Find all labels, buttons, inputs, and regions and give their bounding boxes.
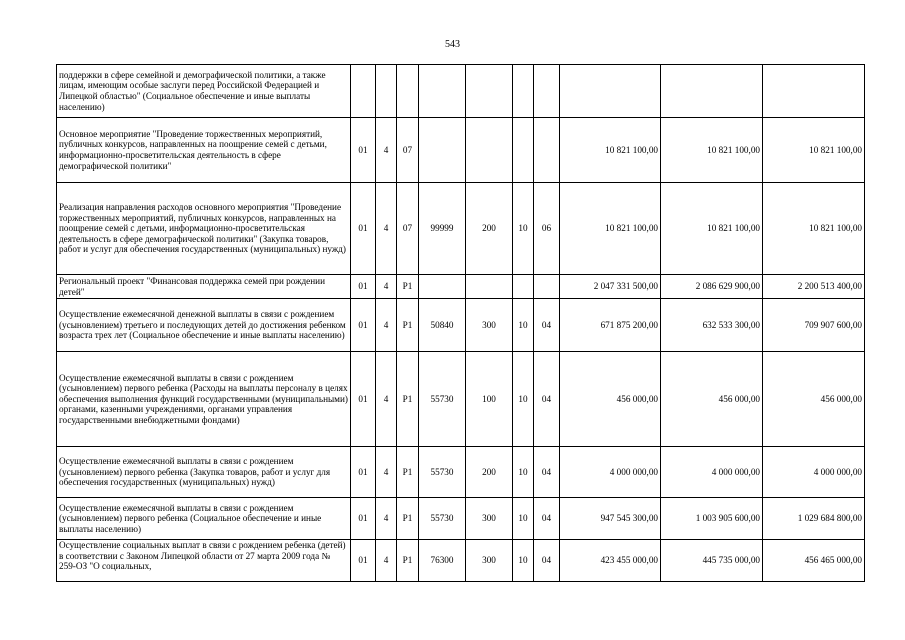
amount-cell: 671 875 200,00 [560,299,661,352]
table-row [57,540,865,582]
row-name: Осуществление ежемесячной выплаты в связи с рождением (усыновлением) первого ребенка (Социальное обеспечение и иные выплаты населению) [57,498,351,540]
code-cell: 55730 [419,498,466,540]
code-cell: 4 [376,275,397,299]
amount-cell: 10 821 100,00 [560,118,661,183]
table-row [57,447,865,498]
code-cell: 10 [513,183,534,275]
amount-cell [661,65,763,118]
amount-cell [763,65,865,118]
code-cell [513,118,534,183]
code-cell: 10 [513,299,534,352]
amount-cell: 10 821 100,00 [763,118,865,183]
code-cell: 200 [466,183,513,275]
amount-cell: 10 821 100,00 [763,183,865,275]
code-cell: 04 [534,352,560,447]
code-cell: 10 [513,498,534,540]
amount-cell: 4 000 000,00 [763,447,865,498]
code-cell: 04 [534,540,560,582]
code-cell: 4 [376,498,397,540]
code-cell [466,118,513,183]
code-cell: 4 [376,183,397,275]
row-name: Региональный проект "Финансовая поддержка семей при рождении детей" [57,275,351,299]
table-row [57,275,865,299]
code-cell: 04 [534,299,560,352]
page-number: 543 [445,39,460,50]
code-cell: 07 [397,183,419,275]
code-cell: 01 [351,299,376,352]
code-cell [419,118,466,183]
code-cell: 01 [351,498,376,540]
code-cell: 01 [351,447,376,498]
code-cell [534,65,560,118]
table-row [57,118,865,183]
code-cell: 10 [513,540,534,582]
code-cell: 04 [534,447,560,498]
code-cell: 300 [466,299,513,352]
amount-cell: 947 545 300,00 [560,498,661,540]
code-cell: 04 [534,498,560,540]
table-row [57,498,865,540]
amount-cell: 456 000,00 [763,352,865,447]
code-cell [351,65,376,118]
code-cell: 07 [397,118,419,183]
code-cell [466,275,513,299]
amount-cell: 10 821 100,00 [560,183,661,275]
amount-cell [560,65,661,118]
code-cell: 55730 [419,352,466,447]
amount-cell: 456 000,00 [560,352,661,447]
code-cell: 4 [376,299,397,352]
code-cell: 01 [351,118,376,183]
code-cell: 4 [376,352,397,447]
code-cell: P1 [397,299,419,352]
amount-cell: 2 086 629 900,00 [661,275,763,299]
budget-table [56,64,865,582]
code-cell: 10 [513,352,534,447]
amount-cell: 423 455 000,00 [560,540,661,582]
amount-cell: 1 003 905 600,00 [661,498,763,540]
code-cell: P1 [397,540,419,582]
row-name: Осуществление социальных выплат в связи с рождением ребенка (детей) в соответствии с Законом Липецкой области от 27 марта 2009 года № 259-ОЗ "О социальных, [57,540,351,582]
code-cell: 300 [466,498,513,540]
code-cell [513,65,534,118]
amount-cell: 4 000 000,00 [661,447,763,498]
code-cell: 4 [376,118,397,183]
row-name: Осуществление ежемесячной выплаты в связи с рождением (усыновлением) первого ребенка (Закупка товаров, работ и услуг для обеспечения государственных (муниципальных) нужд) [57,447,351,498]
code-cell: P1 [397,447,419,498]
row-name: Основное мероприятие "Проведение торжественных мероприятий, публичных конкурсов, направленных на поощрение семей с детьми, информационно-просветительская деятельность в сфере демографической политики" [57,118,351,183]
code-cell [466,65,513,118]
code-cell: 01 [351,352,376,447]
code-cell: 76300 [419,540,466,582]
amount-cell: 1 029 684 800,00 [763,498,865,540]
code-cell: P1 [397,352,419,447]
code-cell: 200 [466,447,513,498]
amount-cell: 10 821 100,00 [661,183,763,275]
code-cell: 01 [351,540,376,582]
code-cell [534,275,560,299]
amount-cell: 456 465 000,00 [763,540,865,582]
code-cell: 100 [466,352,513,447]
table-row [57,352,865,447]
amount-cell: 632 533 300,00 [661,299,763,352]
row-name: Осуществление ежемесячной выплаты в связи с рождением (усыновлением) первого ребенка (Расходы на выплаты персоналу в целях обеспечения выполнения функций государственными (муниципальными) органами, казенными учреждениями, органами управления государственными внебюджетными фондами) [57,352,351,447]
amount-cell: 709 907 600,00 [763,299,865,352]
code-cell [419,275,466,299]
code-cell [419,65,466,118]
table-row [57,299,865,352]
code-cell: P1 [397,275,419,299]
code-cell [534,118,560,183]
code-cell: 01 [351,275,376,299]
code-cell: 4 [376,540,397,582]
amount-cell: 456 000,00 [661,352,763,447]
amount-cell: 2 047 331 500,00 [560,275,661,299]
code-cell: 300 [466,540,513,582]
row-name: поддержки в сфере семейной и демографической политики, а также лицам, имеющим особые заслуги перед Российской Федерацией и Липецкой областью" (Социальное обеспечение и иные выплаты населению) [57,65,351,118]
code-cell: 10 [513,447,534,498]
code-cell [397,65,419,118]
code-cell [376,65,397,118]
amount-cell: 4 000 000,00 [560,447,661,498]
amount-cell: 445 735 000,00 [661,540,763,582]
code-cell: 4 [376,447,397,498]
code-cell: 50840 [419,299,466,352]
code-cell: 06 [534,183,560,275]
code-cell: 99999 [419,183,466,275]
code-cell [513,275,534,299]
code-cell: P1 [397,498,419,540]
table-row [57,65,865,118]
table-row [57,183,865,275]
row-name: Реализация направления расходов основного мероприятия "Проведение торжественных мероприятий, публичных конкурсов, направленных на поощрение семей с детьми, информационно-просветительская деятельность в сфере демографической политики" (Закупка товаров, работ и услуг для обеспечения государственных (муниципальных) нужд) [57,183,351,275]
row-name: Осуществление ежемесячной денежной выплаты в связи с рождением (усыновлением) третьего и последующих детей до достижения ребенком возраста трех лет (Социальное обеспечение и иные выплаты населению) [57,299,351,352]
amount-cell: 10 821 100,00 [661,118,763,183]
code-cell: 01 [351,183,376,275]
amount-cell: 2 200 513 400,00 [763,275,865,299]
code-cell: 55730 [419,447,466,498]
